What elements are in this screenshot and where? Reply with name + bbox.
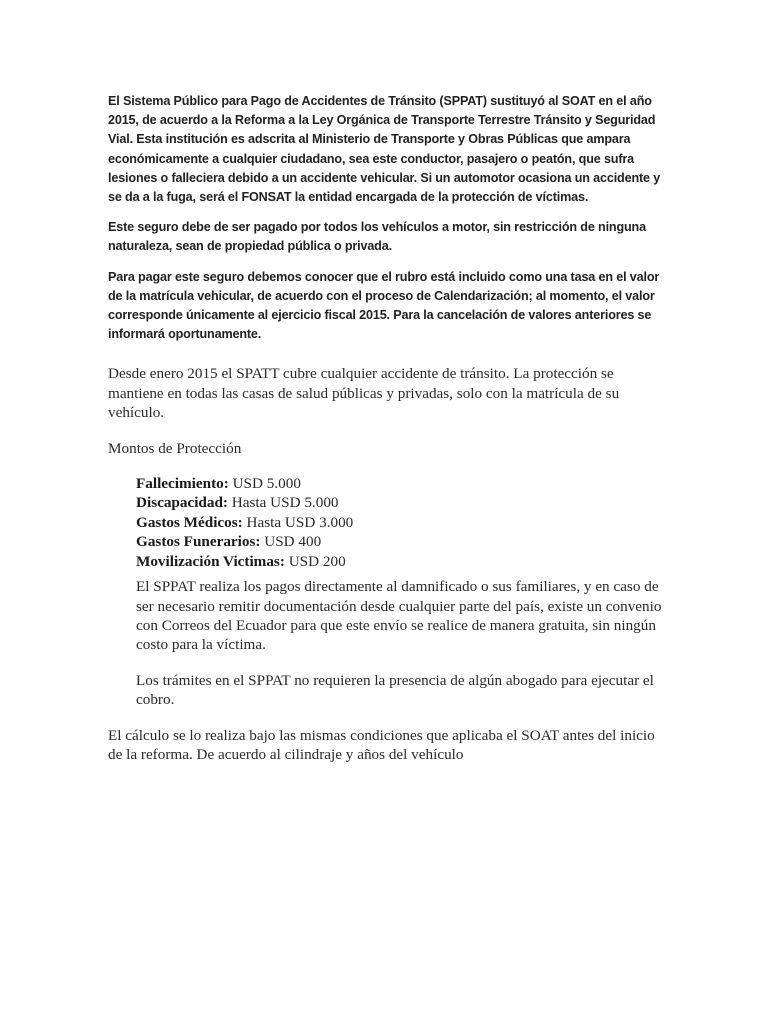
amount-row-fallecimiento: [136, 474, 668, 493]
amount-row-discapacidad: [136, 493, 668, 512]
amount-row-movilizacion: [136, 552, 668, 571]
document-page: [108, 92, 668, 764]
amount-label: Gastos Funerarios:: [136, 533, 261, 551]
calculo-paragraph: El cálculo se lo realiza bajo las mismas condiciones que aplicaba el SOAT antes del inicio de la reforma. De acuerdo al cilindraje y años del vehículo: [108, 726, 655, 763]
amount-value: Hasta USD 3.000: [246, 513, 354, 531]
intro-paragraph-sppat: El Sistema Público para Pago de Accidentes de Tránsito (SPPAT) sustituyó al SOAT en el año 2015, de acuerdo a la Reforma a la Ley Orgánica de Transporte Terrestre Tránsito y Seguridad Vial. Esta institución es adscrita al Ministerio de Transporte y Obras Públicas que ampara económicamente a cualquier ciudadano, sea este conductor, pasajero o peatón, que sufra lesiones o falleciera debido a un accidente vehicular. Si un automotor ocasiona un accidente y se da a la fuga, será el FONSAT la entidad encargada de la protección de víctimas.: [108, 94, 661, 205]
body-section: [108, 364, 668, 764]
amount-value: USD 5.000: [232, 475, 301, 493]
amount-row-gastos-medicos: [136, 513, 668, 532]
amount-value: USD 400: [264, 533, 322, 551]
amount-label: Movilización Victimas:: [136, 552, 285, 570]
amounts-list: [108, 474, 668, 571]
amount-row-gastos-funerarios: [136, 532, 668, 551]
montos-heading: Montos de Protección: [108, 439, 242, 457]
amount-label: Discapacidad:: [136, 494, 228, 512]
payments-paragraph: El SPPAT realiza los pagos directamente al damnificado o sus familiares, y en caso de ser necesario remitir documentación desde cualquier parte del país, existe un convenio con Correos del Ecuador para que este envío se realice de manera gratuita, sin ningún costo para la víctima.: [136, 578, 662, 654]
amount-value: USD 200: [288, 552, 346, 570]
amount-label: Gastos Médicos:: [136, 513, 243, 531]
intro-section: [108, 92, 668, 344]
tramites-paragraph: Los trámites en el SPPAT no requieren la presencia de algún abogado para ejecutar el cobro.: [136, 671, 654, 709]
amount-label: Fallecimiento:: [136, 475, 229, 493]
coverage-paragraph: Desde enero 2015 el SPATT cubre cualquier accidente de tránsito. La protección se mantiene en todas las casas de salud públicas y privadas, solo con la matrícula de su vehículo.: [108, 365, 620, 422]
intro-paragraph-payment: Para pagar este seguro debemos conocer que el rubro está incluido como una tasa en el valor de la matrícula vehicular, de acuerdo con el proceso de Calendarización; al momento, el valor corresponde únicamente al ejercicio fiscal 2015. Para la cancelación de valores anteriores se informará oportunamente.: [108, 269, 660, 342]
amount-value: Hasta USD 5.000: [231, 494, 339, 512]
intro-paragraph-obligation: Este seguro debe de ser pagado por todos los vehículos a motor, sin restricción de ninguna naturaleza, sean de propiedad pública o privada.: [108, 220, 646, 254]
